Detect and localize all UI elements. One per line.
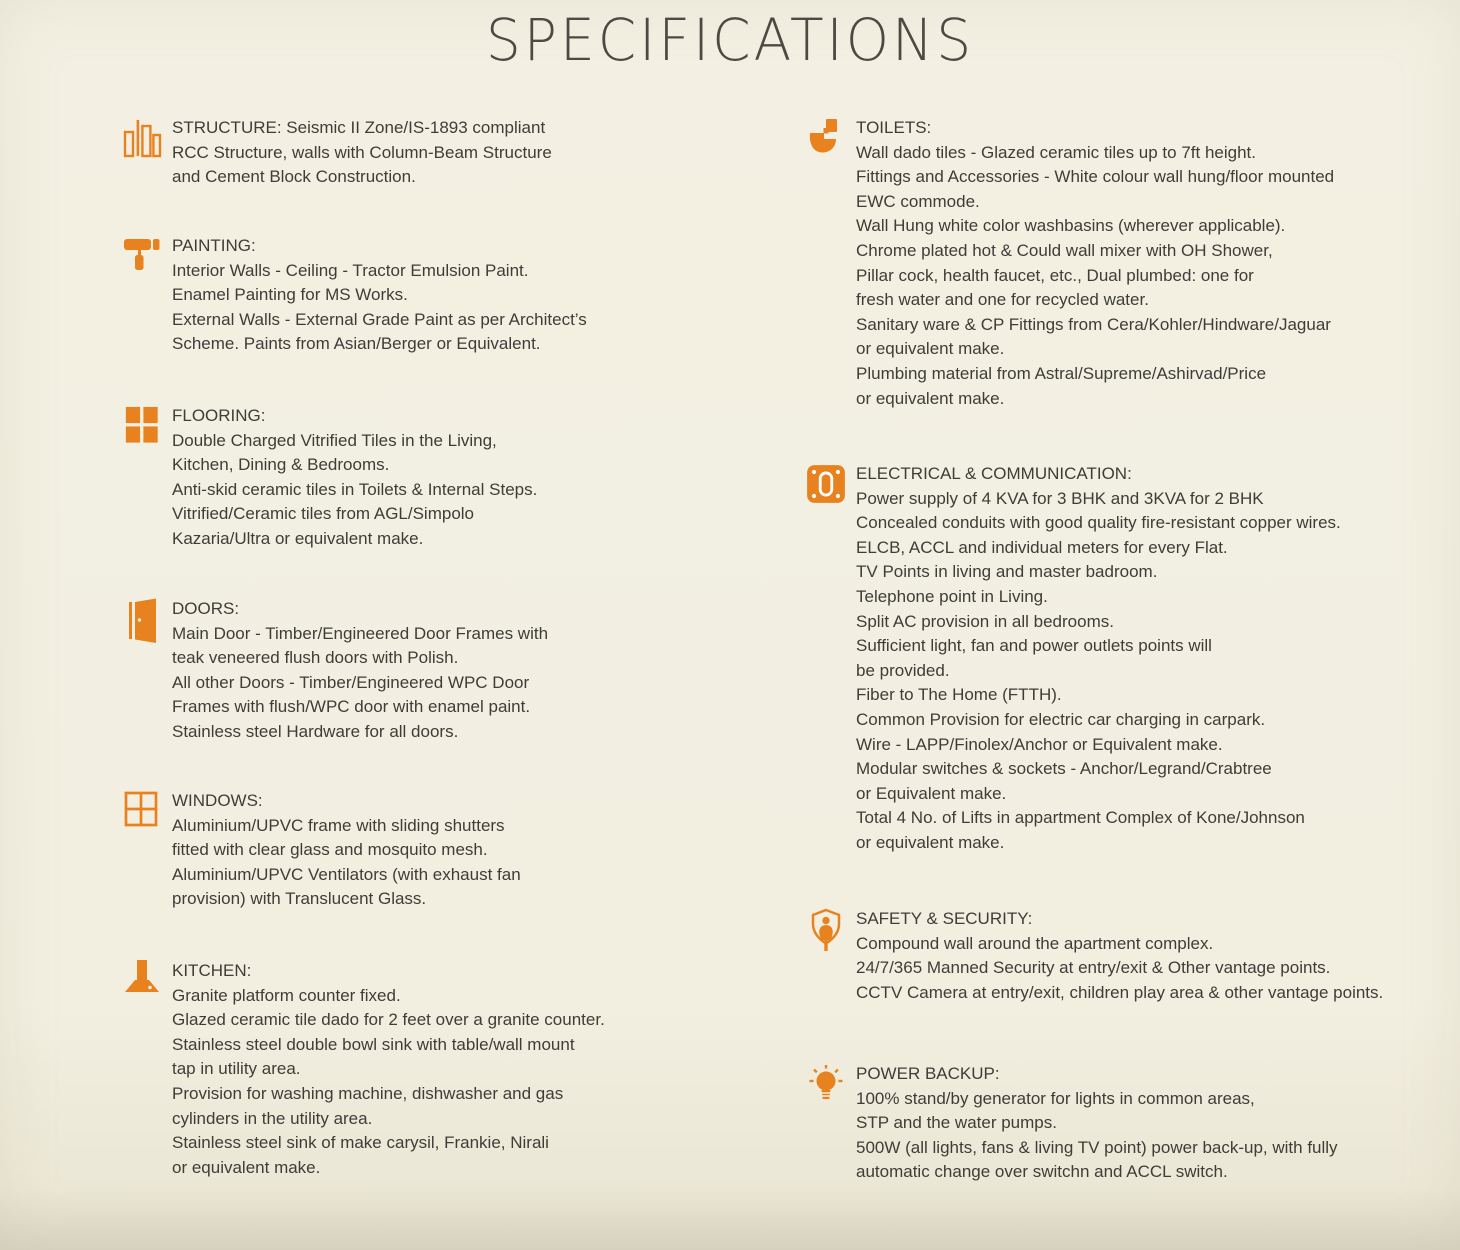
section-safety bbox=[804, 907, 1383, 1005]
section-power-line-3: 500W (all lights, fans & living TV point) power back-up, with fully bbox=[856, 1137, 1338, 1157]
section-electrical-line-1: Power supply of 4 KVA for 3 BHK and 3KVA for 2 BHK bbox=[856, 488, 1264, 508]
section-title-safety: SAFETY & SECURITY: bbox=[856, 909, 1033, 928]
paint-roller-icon bbox=[120, 234, 164, 275]
section-windows-line-1: Aluminium/UPVC frame with sliding shutters bbox=[172, 815, 505, 835]
section-doors-line-2: teak veneered flush doors with Polish. bbox=[172, 648, 459, 668]
tiles-icon bbox=[120, 404, 164, 445]
section-safety-line-3: CCTV Camera at entry/exit, children play area & other vantage points. bbox=[856, 982, 1384, 1002]
section-windows bbox=[120, 789, 521, 912]
section-electrical-line-13: or Equivalent make. bbox=[856, 783, 1007, 803]
light-bulb-icon bbox=[804, 1062, 848, 1109]
section-text-windows bbox=[172, 789, 521, 912]
section-toilets-line-2: Fittings and Accessories - White colour wall hung/floor mounted bbox=[856, 167, 1335, 187]
window-icon bbox=[120, 789, 164, 830]
open-door-icon bbox=[120, 597, 164, 644]
section-toilets-line-5: Chrome plated hot & Could wall mixer with OH Shower, bbox=[856, 240, 1273, 260]
section-kitchen-line-8: or equivalent make. bbox=[172, 1157, 321, 1177]
section-electrical-line-3: ELCB, ACCL and individual meters for every Flat. bbox=[856, 537, 1228, 557]
section-flooring-line-2: Kitchen, Dining & Bedrooms. bbox=[172, 455, 390, 475]
section-electrical-line-12: Modular switches & sockets - Anchor/Legrand/Crabtree bbox=[856, 759, 1272, 779]
section-kitchen-line-1: Granite platform counter fixed. bbox=[172, 985, 401, 1005]
toilet-icon bbox=[804, 116, 848, 159]
section-power-line-2: STP and the water pumps. bbox=[856, 1113, 1057, 1133]
section-flooring-line-5: Kazaria/Ultra or equivalent make. bbox=[172, 528, 424, 548]
section-doors-line-5: Stainless steel Hardware for all doors. bbox=[172, 721, 459, 741]
section-doors bbox=[120, 597, 548, 745]
section-painting-line-1: Interior Walls - Ceiling - Tractor Emulsion Paint. bbox=[172, 260, 529, 280]
section-toilets-line-10: Plumbing material from Astral/Supreme/Ashirvad/Price bbox=[856, 363, 1267, 383]
section-text-electrical bbox=[856, 462, 1341, 856]
section-electrical-line-7: Sufficient light, fan and power outlets points will bbox=[856, 636, 1212, 656]
section-electrical-line-5: Telephone point in Living. bbox=[856, 586, 1048, 606]
section-text-power bbox=[856, 1062, 1338, 1185]
page-title: SPECIFICATIONS bbox=[485, 6, 975, 74]
section-kitchen-line-6: cylinders in the utility area. bbox=[172, 1108, 373, 1128]
section-electrical-line-9: Fiber to The Home (FTTH). bbox=[856, 685, 1062, 705]
section-kitchen bbox=[120, 959, 605, 1180]
section-doors-line-4: Frames with flush/WPC door with enamel paint. bbox=[172, 697, 531, 717]
section-electrical-line-8: be provided. bbox=[856, 660, 950, 680]
section-toilets bbox=[804, 116, 1334, 411]
section-windows-line-4: provision) with Translucent Glass. bbox=[172, 889, 427, 909]
section-toilets-line-7: fresh water and one for recycled water. bbox=[856, 290, 1149, 310]
section-structure-line-3: and Cement Block Construction. bbox=[172, 167, 416, 187]
section-electrical-line-2: Concealed conduits with good quality fire-resistant copper wires. bbox=[856, 513, 1341, 533]
section-power-line-1: 100% stand/by generator for lights in common areas, bbox=[856, 1088, 1255, 1108]
section-flooring-line-1: Double Charged Vitrified Tiles in the Living, bbox=[172, 430, 497, 450]
section-electrical-line-14: Total 4 No. of Lifts in appartment Complex of Kone/Johnson bbox=[856, 808, 1305, 828]
switch-socket-icon bbox=[804, 462, 848, 505]
section-text-kitchen bbox=[172, 959, 605, 1180]
section-kitchen-line-2: Glazed ceramic tile dado for 2 feet over a granite counter. bbox=[172, 1010, 605, 1030]
section-flooring-line-4: Vitrified/Ceramic tiles from AGL/Simpolo bbox=[172, 504, 475, 524]
section-structure-line-2: RCC Structure, walls with Column-Beam Structure bbox=[172, 142, 552, 162]
section-kitchen-line-5: Provision for washing machine, dishwasher and gas bbox=[172, 1083, 564, 1103]
section-kitchen-line-4: tap in utility area. bbox=[172, 1059, 301, 1079]
section-windows-line-2: fitted with clear glass and mosquito mesh. bbox=[172, 840, 488, 860]
section-title-doors: DOORS: bbox=[172, 599, 240, 618]
section-toilets-line-8: Sanitary ware & CP Fittings from Cera/Kohler/Hindware/Jaguar bbox=[856, 314, 1331, 334]
section-title-painting: PAINTING: bbox=[172, 236, 256, 255]
section-text-safety bbox=[856, 907, 1383, 1005]
security-shield-icon bbox=[804, 907, 848, 954]
section-text-toilets bbox=[856, 116, 1334, 411]
section-doors-line-3: All other Doors - Timber/Engineered WPC Door bbox=[172, 672, 530, 692]
section-doors-line-1: Main Door - Timber/Engineered Door Frames with bbox=[172, 623, 549, 643]
section-painting-line-4: Scheme. Paints from Asian/Berger or Equivalent. bbox=[172, 334, 541, 354]
section-toilets-line-1: Wall dado tiles - Glazed ceramic tiles up to 7ft height. bbox=[856, 142, 1256, 162]
section-title-power: POWER BACKUP: bbox=[856, 1064, 1000, 1083]
section-flooring-line-3: Anti-skid ceramic tiles in Toilets & Internal Steps. bbox=[172, 479, 538, 499]
section-electrical bbox=[804, 462, 1341, 856]
section-title-kitchen: KITCHEN: bbox=[172, 961, 252, 980]
section-painting-line-2: Enamel Painting for MS Works. bbox=[172, 285, 408, 305]
section-title-electrical: ELECTRICAL & COMMUNICATION: bbox=[856, 464, 1132, 483]
section-windows-line-3: Aluminium/UPVC Ventilators (with exhaust fan bbox=[172, 864, 521, 884]
section-power bbox=[804, 1062, 1338, 1185]
section-text-painting bbox=[172, 234, 587, 357]
section-painting-line-3: External Walls - External Grade Paint as per Architect’s bbox=[172, 309, 587, 329]
section-text-doors bbox=[172, 597, 548, 745]
section-electrical-line-4: TV Points in living and master badroom. bbox=[856, 562, 1158, 582]
section-electrical-line-15: or equivalent make. bbox=[856, 832, 1005, 852]
section-title-toilets: TOILETS: bbox=[856, 118, 932, 137]
section-text-flooring bbox=[172, 404, 537, 552]
section-kitchen-line-7: Stainless steel sink of make carysil, Frankie, Nirali bbox=[172, 1133, 549, 1153]
section-kitchen-line-3: Stainless steel double bowl sink with table/wall mount bbox=[172, 1034, 575, 1054]
section-safety-line-2: 24/7/365 Manned Security at entry/exit & Other vantage points. bbox=[856, 958, 1331, 978]
section-power-line-4: automatic change over switchn and ACCL switch. bbox=[856, 1162, 1228, 1182]
kitchen-hood-icon bbox=[120, 959, 164, 996]
section-title-windows: WINDOWS: bbox=[172, 791, 263, 810]
section-text-structure bbox=[172, 116, 552, 190]
section-toilets-line-6: Pillar cock, health faucet, etc., Dual plumbed: one for bbox=[856, 265, 1254, 285]
section-toilets-line-9: or equivalent make. bbox=[856, 339, 1005, 359]
section-painting bbox=[120, 234, 587, 357]
section-structure bbox=[120, 116, 552, 190]
section-electrical-line-11: Wire - LAPP/Finolex/Anchor or Equivalent make. bbox=[856, 734, 1223, 754]
section-electrical-line-10: Common Provision for electric car charging in carpark. bbox=[856, 709, 1266, 729]
section-toilets-line-11: or equivalent make. bbox=[856, 388, 1005, 408]
section-flooring bbox=[120, 404, 537, 552]
section-electrical-line-6: Split AC provision in all bedrooms. bbox=[856, 611, 1114, 631]
section-title-flooring: FLOORING: bbox=[172, 406, 266, 425]
section-toilets-line-4: Wall Hung white color washbasins (wherever applicable). bbox=[856, 216, 1286, 236]
building-bars-icon bbox=[120, 116, 164, 159]
section-structure-line-1: STRUCTURE: Seismic II Zone/IS-1893 compliant bbox=[172, 118, 546, 137]
section-safety-line-1: Compound wall around the apartment complex. bbox=[856, 933, 1214, 953]
section-toilets-line-3: EWC commode. bbox=[856, 191, 980, 211]
